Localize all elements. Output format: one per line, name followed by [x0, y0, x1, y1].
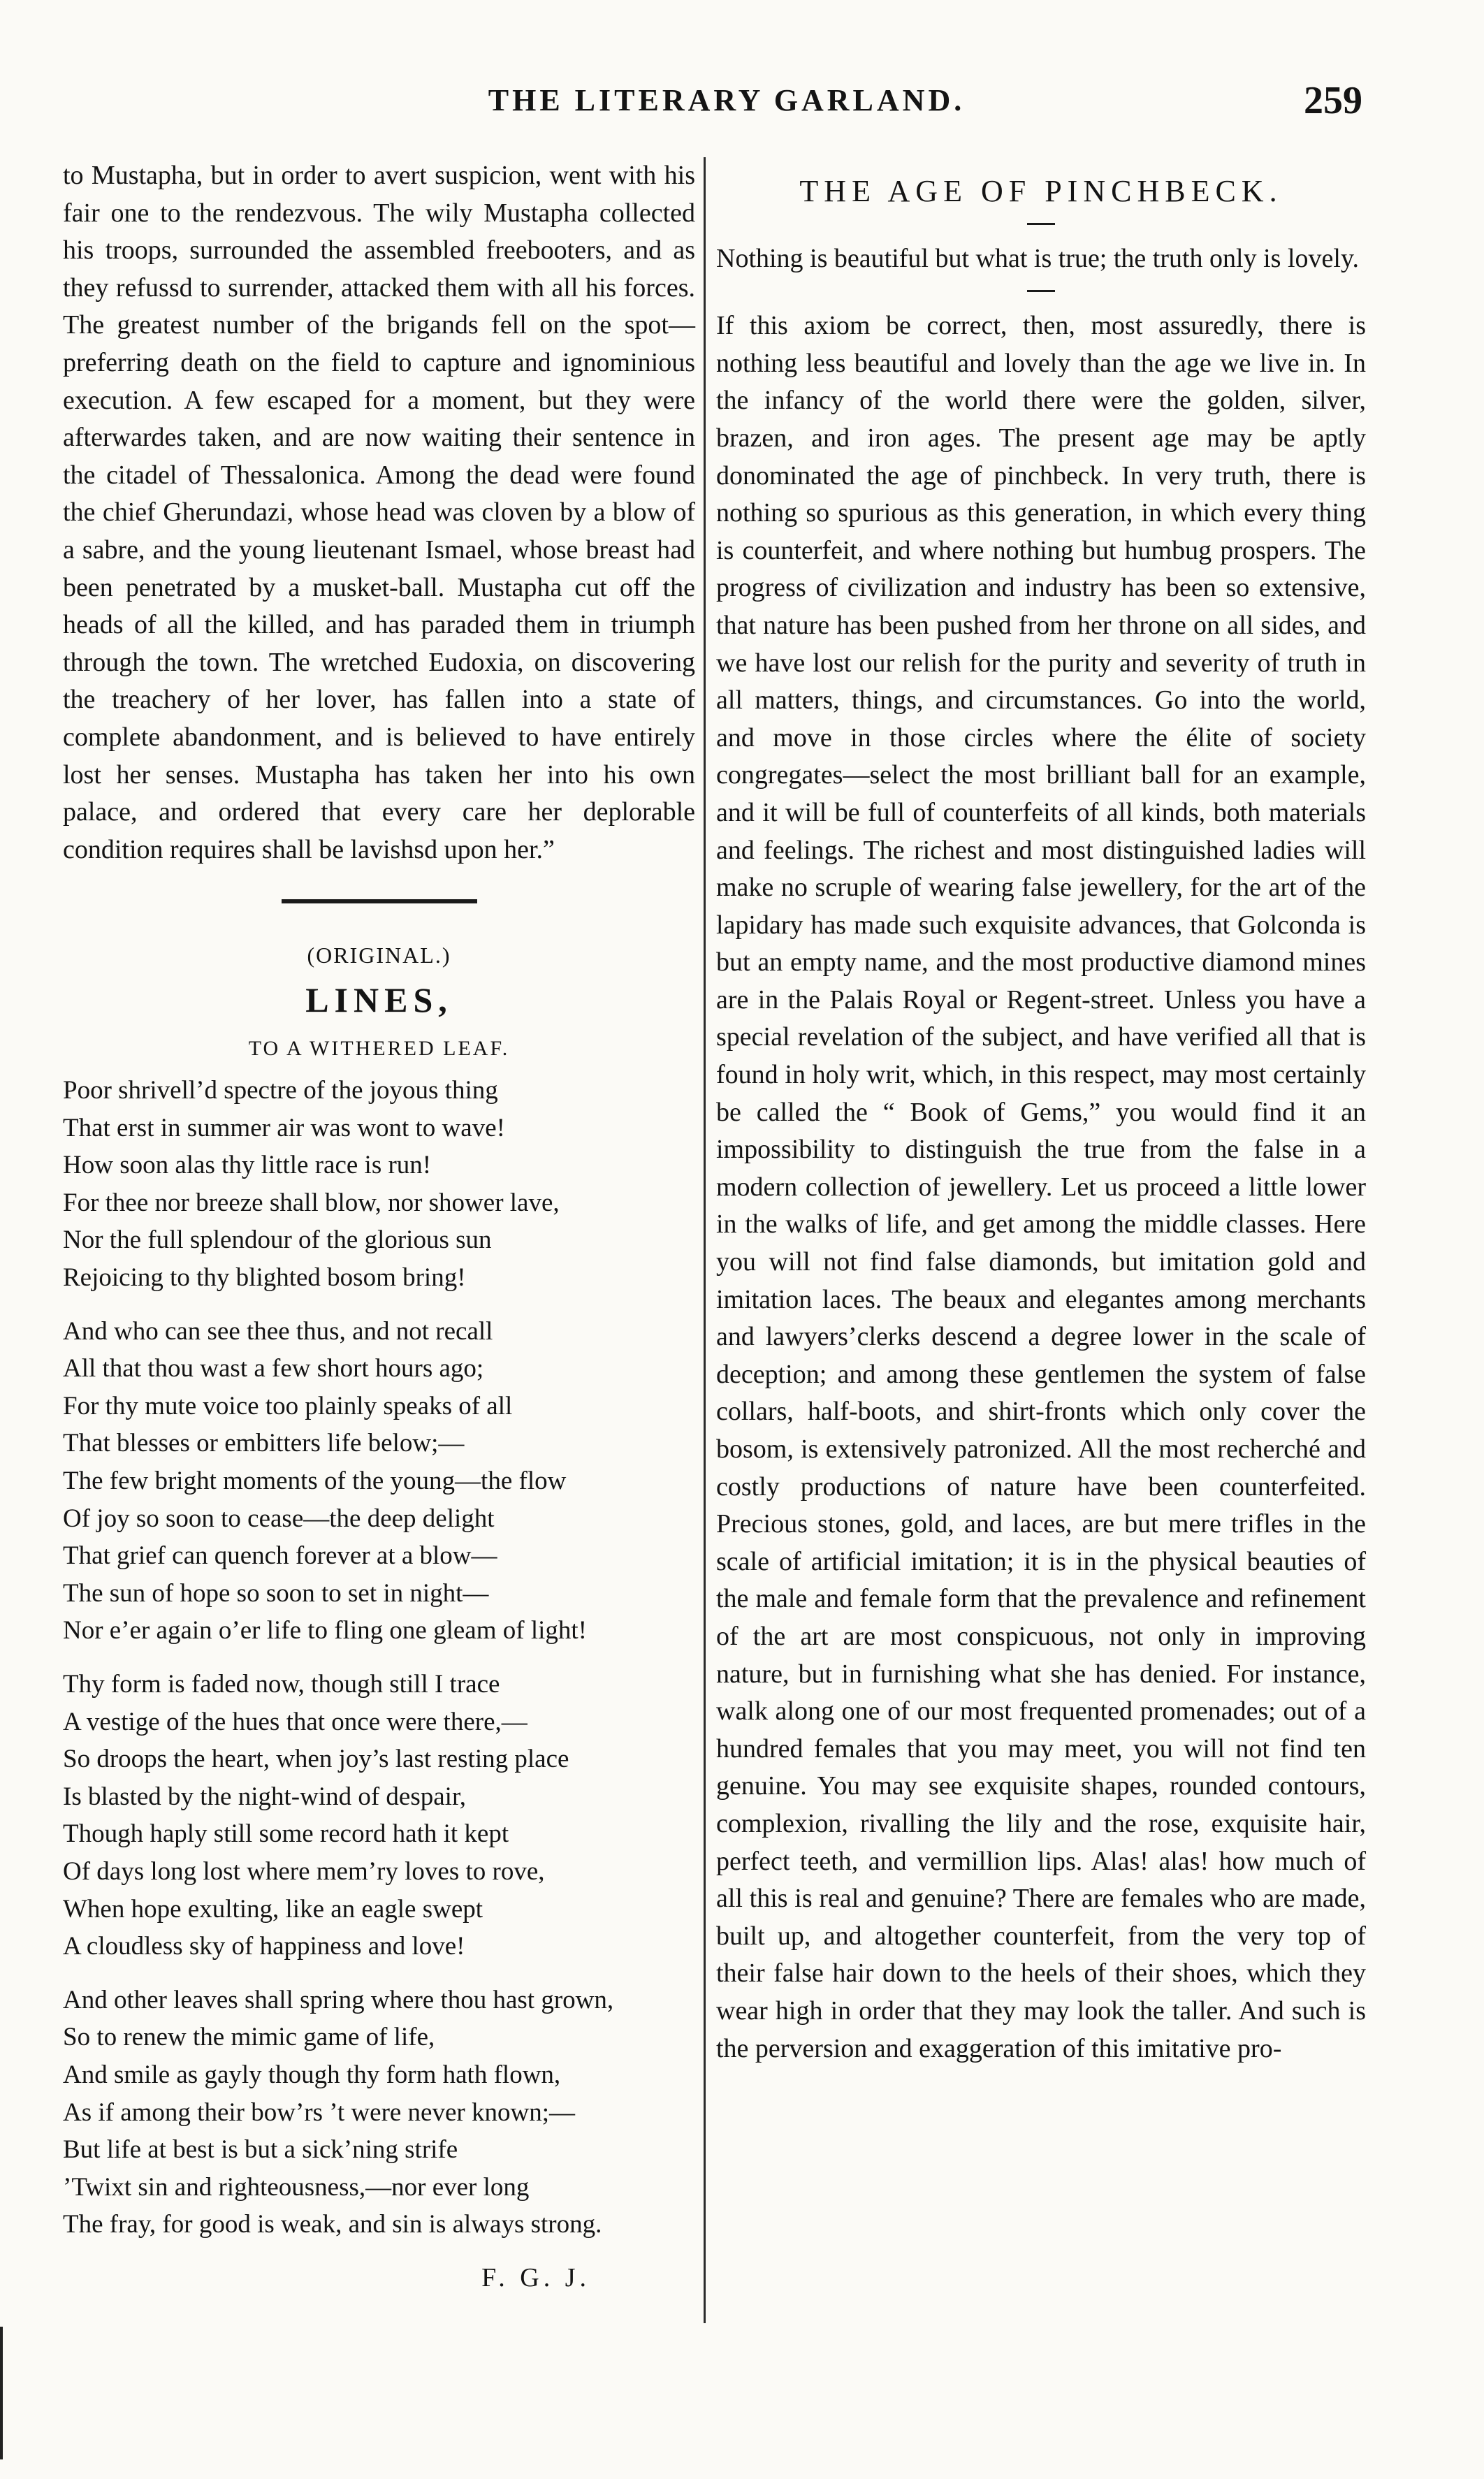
poem-body	[63, 1072, 695, 2244]
poem-line: The few bright moments of the young—the flow	[63, 1467, 567, 1495]
poem-line: Though haply still some record hath it kept	[63, 1819, 509, 1849]
poem-line: Rejoicing to thy blighted bosom bring!	[63, 1263, 466, 1293]
epigraph-dash	[1027, 290, 1055, 292]
story-continuation: to Mustapha, but in order to avert suspicion, went with his fair one to the rendezvous. The wily Mustapha collected his troops, surrounded the assembled freebooters, and as they refussd to surrender, attacked them with all his forces. The greatest number of the brigands fell on the spot—preferring death on the field to capture and ignominious execution. A few escaped for a moment, but they were afterwardes taken, and are now waiting their sentence in the citadel of Thessalonica. Among the dead were found the chief Gherundazi, whose head was cloven by a blow of a sabre, and the young lieutenant Ismael, whose breast had been penetrated by a musket-ball. Mustapha cut off the heads of all the killed, and has paraded them in triumph through the town. The wretched Eudoxia, on discovering the treachery of her lover, has fallen into a state of complete abandonment, and is believed to have entirely lost her senses. Mustapha has taken her into his own palace, and ordered that every care her deplorable condition requires shall be lavishsd upon her.”	[63, 161, 695, 864]
poem-line: And who can see thee thus, and not recall	[63, 1316, 493, 1346]
original-label: (ORIGINAL.)	[307, 943, 451, 968]
poem-stanza	[63, 1072, 695, 1297]
poem-line: Of joy so soon to cease—the deep delight	[63, 1504, 495, 1533]
poem-line: How soon alas thy little race is run!	[63, 1151, 432, 1180]
poem-line: Nor the full splendour of the glorious sun	[63, 1226, 492, 1255]
poem-line: That grief can quench forever at a blow—	[63, 1541, 497, 1571]
left-column	[63, 157, 695, 2297]
poem-line: And other leaves shall spring where thou hast grown,	[63, 1985, 614, 2014]
article-body: If this axiom be correct, then, most assuredly, there is nothing less beautiful and lovely than the age we live in. In the infancy of the world there were the golden, silver, brazen, and iron ages. The present age may be aptly donominated the age of pinchbeck. In very truth, there is nothing so spurious as this generation, in which every thing is counterfeit, and where nothing but humbug prospers. The progress of civilization and industry has been so extensive, that nature has been pushed from her throne on all sides, and we have lost our relish for the purity and severity of truth in all matters, things, and circumstances. Go into the world, and move in those circles where the élite of society congregates—select the most brilliant ball for an example, and it will be full of counterfeits of all kinds, both materials and feelings. The richest and most distinguished ladies will make no scruple of wearing false jewellery, for the art of the lapidary has made such exquisite advances, that Golconda is but an empty name, and the most productive diamond mines are in the Palais Royal or Regent-street. Unless you have a special revelation of the subject, and have verified all that is found in holy writ, which, in this respect, may most certainly be called the “ Book of Gems,” you would find it an impossibility to distinguish the true from the false in a modern collection of jewellery. Let us proceed a little lower in the walks of life, and get among the middle classes. Here you will not find false diamonds, but imitation gold and imitation laces. The beaux and elegantes among merchants and lawyers’clerks descend a degree lower in the scale of deception; and among these gentlemen the system of false collars, half-boots, and shirt-fronts which only cover the bosom, is extensively patronized. All the most recherché and costly productions of nature have been counterfeited. Precious stones, gold, and laces, are but mere trifles in the scale of artificial imitation; it is in the physical beauties of the male and female form that the prevalence and refinement of the art are most conspicuous, not only in improving nature, but in furnishing what she has denied. For instance, walk along one of our most frequented promenades; out of a hundred females that you may meet, you will not find ten genuine. You may see exquisite shapes, rounded contours, complexion, rivalling the lily and the rose, exquisite hair, perfect teeth, and vermillion lips. Alas! alas! how much of all this is real and genuine? There are females who are made, built up, and altogether counterfeit, from the very top of their false hair down to the heels of their shoes, which they wear high in order that they may look the taller. And such is the perversion and exaggeration of this imitative pro-	[716, 311, 1366, 2063]
poem-line: A vestige of the hues that once were there,—	[63, 1707, 528, 1736]
poem-line: But life at best is but a sick’ning strife	[63, 2135, 458, 2165]
poem-line: The fray, for good is weak, and sin is always strong.	[63, 2210, 602, 2239]
poem-line: So to renew the mimic game of life,	[63, 2023, 435, 2052]
poem-stanza	[63, 1666, 695, 1965]
poem-subtitle: TO A WITHERED LEAF.	[248, 1037, 510, 1061]
article-epigraph: Nothing is beautiful but what is true; the truth only is lovely.	[716, 243, 1359, 273]
poem-line: So droops the heart, when joy’s last resting place	[63, 1745, 569, 1774]
page-edge-mark	[0, 2327, 3, 2459]
running-title: THE LITERARY GARLAND.	[488, 83, 966, 117]
poem-line: The sun of hope so soon to set in night—	[63, 1578, 489, 1608]
poem-signature: F. G. J.	[481, 2262, 590, 2292]
poem-title: LINES,	[305, 980, 453, 1019]
poem-stanza	[63, 1982, 695, 2244]
column-divider	[704, 157, 706, 2323]
page-number: 259	[1304, 79, 1362, 122]
poem-line: Poor shrivell’d spectre of the joyous thing	[63, 1076, 498, 1105]
title-dash	[1027, 223, 1055, 225]
poem-line: As if among their bow’rs ’t were never known;—	[63, 2098, 575, 2127]
article-title: THE AGE OF PINCHBECK.	[799, 174, 1283, 208]
poem-line: Thy form is faded now, though still I trace	[63, 1669, 500, 1699]
poem-line: All that thou wast a few short hours ago;	[63, 1354, 484, 1383]
poem-line: That blesses or embitters life below;—	[63, 1429, 465, 1458]
poem-line: When hope exulting, like an eagle swept	[63, 1894, 483, 1924]
poem-line: Is blasted by the night-wind of despair,	[63, 1782, 467, 1811]
poem-stanza	[63, 1313, 695, 1650]
poem-line: And smile as gayly though thy form hath flown,	[63, 2060, 561, 2089]
right-column	[716, 157, 1366, 2067]
poem-line: For thy mute voice too plainly speaks of all	[63, 1391, 513, 1420]
poem-line: For thee nor breeze shall blow, nor shower lave,	[63, 1188, 560, 1217]
poem-line: Nor e’er again o’er life to fling one gleam of light!	[63, 1616, 587, 1645]
poem-line: ’Twixt sin and righteousness,—nor ever long	[63, 2172, 530, 2202]
poem-line: That erst in summer air was wont to wave!	[63, 1113, 505, 1142]
section-rule	[282, 899, 477, 903]
poem-line: Of days long lost where mem’ry loves to rove,	[63, 1856, 545, 1886]
page-header	[70, 79, 1383, 138]
poem-line: A cloudless sky of happiness and love!	[63, 1932, 465, 1961]
